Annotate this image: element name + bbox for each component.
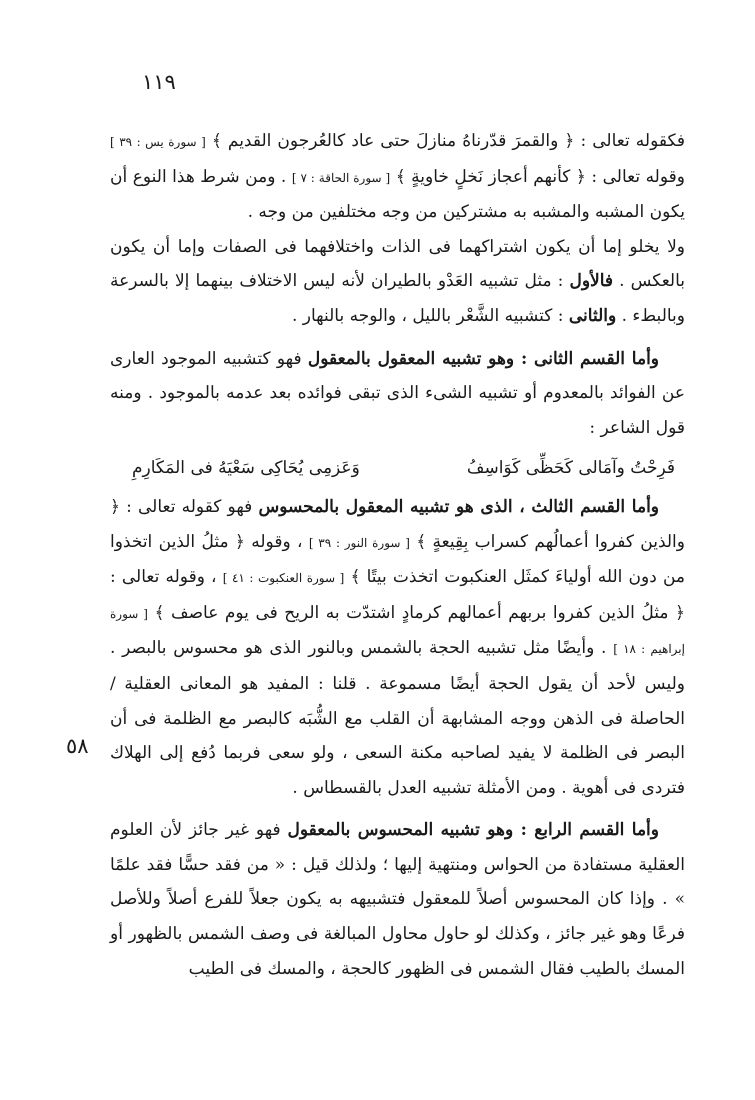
paragraph-3 [110, 342, 685, 446]
paragraph-1 [110, 124, 685, 230]
verse-second-hemistich: وَعَزمِى يُحَاكِى سَعْيَهُ فى المَكَارِمِ [132, 458, 360, 479]
text: فهو كقوله تعالى : ﴿ والذين كفروا أعمالُهم كسراب بِقِيعةٍ ﴾ [110, 496, 685, 552]
text: : كتشبيه الشَّعْر بالليل ، والوجه بالنهار . [291, 305, 569, 326]
quran-reference: [ سورة العنكبوت : ٤١ ] [222, 571, 345, 586]
text: : مثل تشبيه العَدْو بالطيران لأنه ليس الاختلاف بينهما إلا بالسرعة وبالبطء . [110, 271, 685, 326]
section-heading: وأما القسم الثالث ، الذى هو تشبيه المعقول بالمحسوس [258, 496, 660, 517]
bold-term: فالأول [569, 271, 614, 292]
margin-number: ٥٨ [66, 734, 89, 758]
text: . ومن شرط هذا النوع أن يكون المشبه والمشبه به مشتركين من وجه مختلفين من وجه . [110, 166, 685, 223]
quran-reference: [ سورة يس : ٣٩ ] [110, 135, 206, 149]
quran-reference: [ سورة النور : ٣٩ ] [308, 535, 410, 550]
text: . وأيضًا مثل تشبيه الحجة بالشمس وبالنور الذى هو محسوس بالبصر . وليس لأحد أن يقول الحجة أيضًا مسموعة . قلنا : المفيد هو المعانى العقلية / الحاصلة فى الذهن ووجه المشابهة أن القلب مع الشُّبَه كالبصر مع الظلمة فى أن البصر فى الظلمة لا يفيد لصاحبه مكنة السعى ، ولو سعى فربما دُفع إلى الهلاك فتردى فى أهوية . ومن الأمثلة تشبيه العدل بالقسطاس . [110, 638, 685, 798]
quran-reference: [ سورة إبراهيم : ١٨ ] [110, 606, 685, 657]
page-number: ١١٩ [142, 70, 176, 94]
verse-first-hemistich: فَرِحْتُ وآمَالى كَحَظِّى كَوَاسِفُ [466, 458, 675, 479]
paragraph-5 [110, 813, 685, 986]
text: ولا يخلو إما أن يكون اشتراكهما فى الذات واختلافهما فى الصفات وإما أن يكون بالعكس . [110, 236, 685, 292]
text: فهو كتشبيه الموجود العارى عن الفوائد بالمعدوم أو تشبيه الشىء الذى تبقى فوائده بعد عدمه بالموجود . ومنه قول الشاعر : [110, 348, 685, 438]
text: ، وقوله تعالى : ﴿ مثلُ الذين كفروا بربهم أعمالهم كرمادٍ اشتدّت به الريح فى يوم عاصف ﴾ [110, 567, 685, 623]
text: فكقوله تعالى : ﴿ والقمرَ قدّرناهُ منازلَ حتى عاد كالعُرجون القديم ﴾ [205, 131, 685, 151]
text: ، وقوله ﴿ مثلُ الذين اتخذوا من دون الله أولياءَ كمثَل العنكبوت اتخذت بيتًا ﴾ [110, 531, 686, 588]
text: وقوله تعالى : ﴿ كأنهم أعجاز نَخلٍ خاويةٍ ﴾ [390, 166, 685, 187]
main-text [110, 124, 685, 986]
paragraph-4 [110, 490, 685, 805]
bold-term: والثانى [568, 305, 617, 326]
section-heading: وأما القسم الثانى : وهو تشبيه المعقول بالمعقول [307, 348, 660, 369]
poem-verse [110, 451, 685, 486]
section-heading: وأما القسم الرابع : وهو تشبيه المحسوس بالمعقول [287, 820, 659, 841]
quran-reference: [ سورة الحاقة : ٧ ] [291, 170, 391, 185]
text: فهو غير جائز لأن العلوم العقلية مستفادة من الحواس ومنتهية إليها ؛ ولذلك قيل : « من فقد حسًّا فقد علمًا » . وإذا كان المحسوس أصلاً للمعقول فتشبيهه به يكون جعلاً للفرع أصلاً وللأصل فرعًا وهو غير جائز ، وكذلك لو حاول محاول المبالغة فى وصف الشمس بالظهور أو المسك بالطيب فقال الشمس فى الظهور كالحجة ، والمسك فى الطيب [110, 820, 685, 979]
paragraph-2 [110, 230, 685, 334]
